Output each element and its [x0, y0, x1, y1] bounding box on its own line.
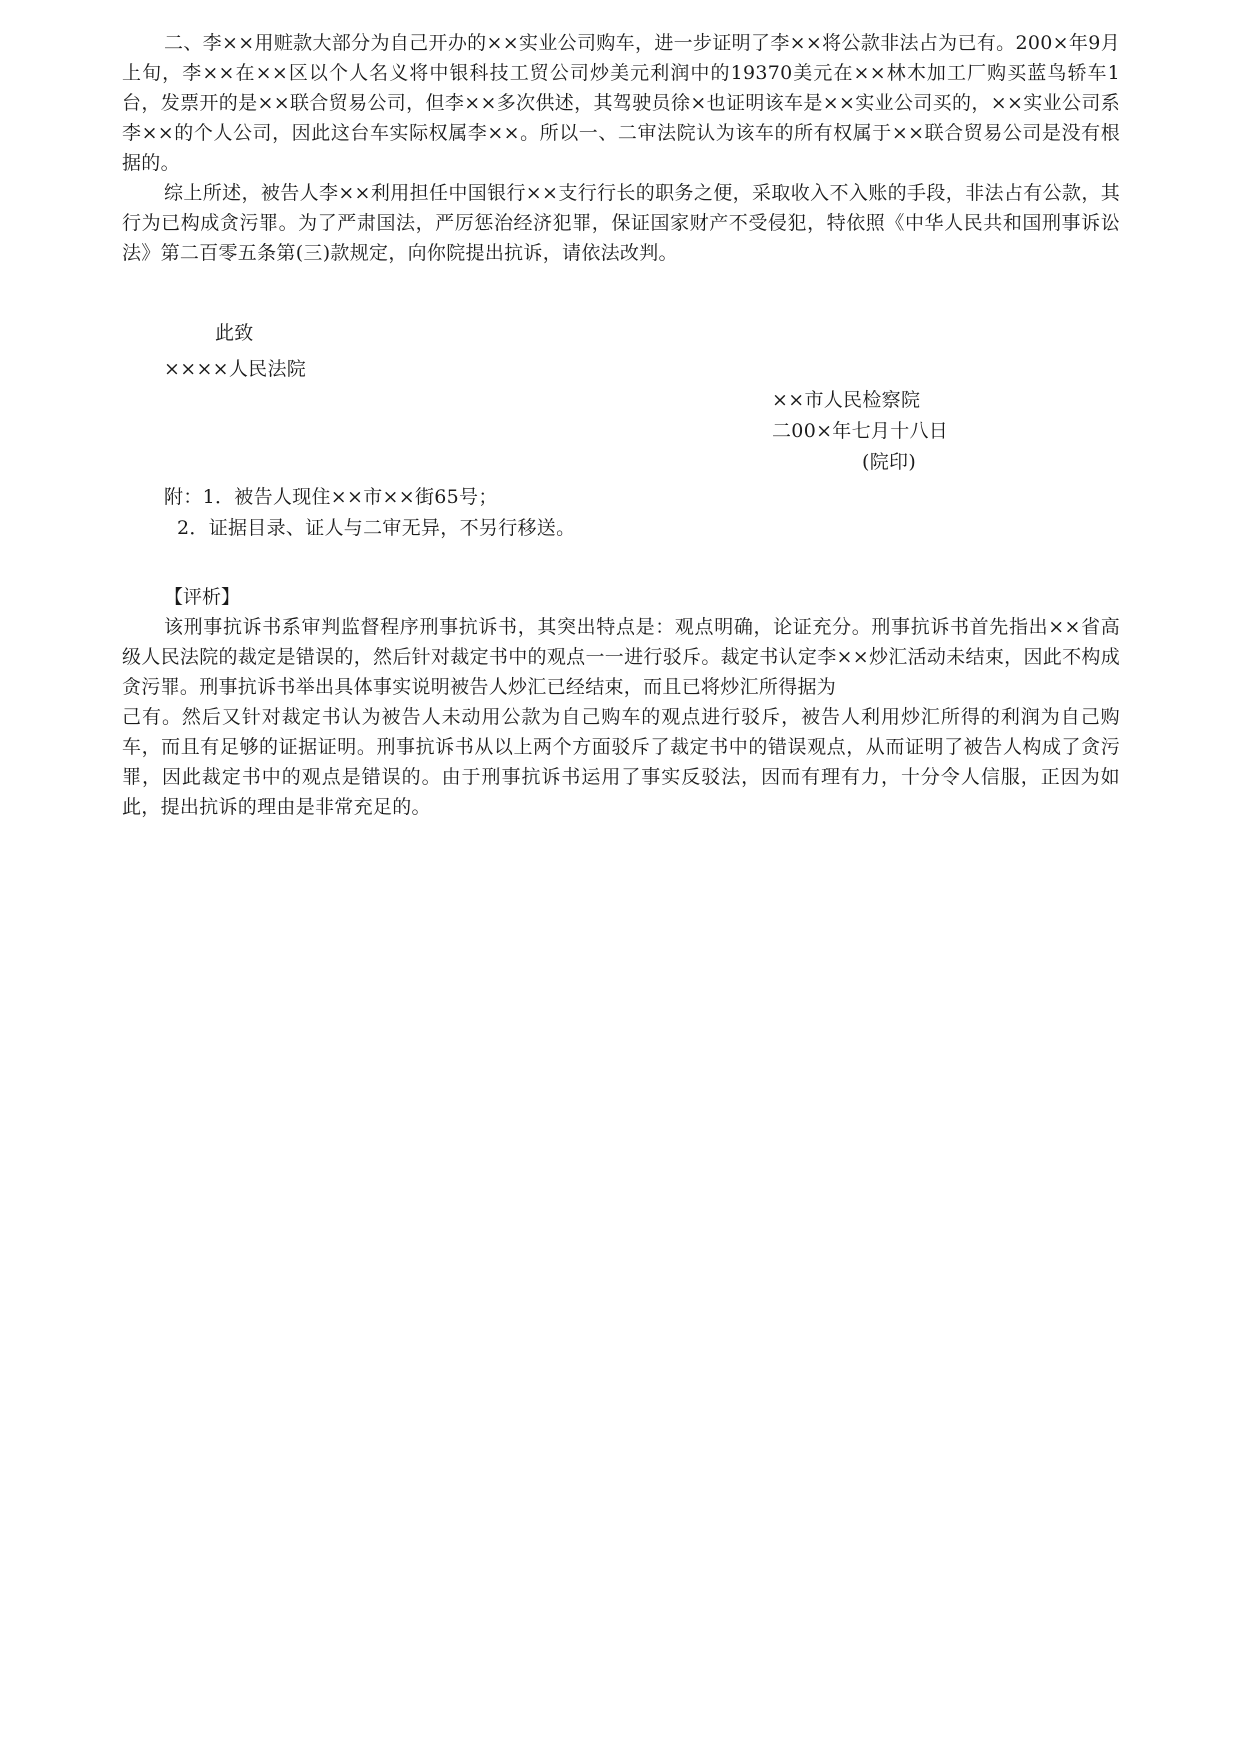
- analysis-paragraph-2: 己有。然后又针对裁定书认为被告人未动用公款为自己购车的观点进行驳斥，被告人利用炒汇所得的利润为自己购车，而且有足够的证据证明。刑事抗诉书从以上两个方面驳斥了裁定书中的错误观点，从而证明了被告人构成了贪污罪，因此裁定书中的观点是错误的。由于刑事抗诉书运用了事实反驳法，因而有理有力，十分令人信服，正因为如此，提出抗诉的理由是非常充足的。: [122, 706, 1120, 818]
- body-text: [122, 28, 1120, 268]
- closing-recipient: ××××人民法院: [164, 358, 307, 380]
- attachment-item-2: 2．证据目录、证人与二审无异，不另行移送。: [177, 517, 576, 539]
- analysis-text: [122, 612, 1120, 822]
- signature-date: 二00×年七月十八日: [772, 420, 949, 442]
- body-paragraph-2: 二、李××用赃款大部分为自己开办的××实业公司购车，进一步证明了李××将公款非法占为已有。200×年9月上旬，李××在××区以个人名义将中银科技工贸公司炒美元利润中的19370美元在××林木加工厂购买蓝鸟轿车1台，发票开的是××联合贸易公司，但李××多次供述，其驾驶员徐×也证明该车是××实业公司买的，××实业公司系李××的个人公司，因此这台车实际权属李××。所以一、二审法院认为该车的所有权属于××联合贸易公司是没有根据的。: [122, 32, 1120, 174]
- signature-organization: ××市人民检察院: [772, 389, 921, 411]
- closing-salutation: 此致: [215, 322, 254, 344]
- analysis-paragraph-1: 该刑事抗诉书系审判监督程序刑事抗诉书，其突出特点是：观点明确，论证充分。刑事抗诉书首先指出××省高级人民法院的裁定是错误的，然后针对裁定书中的观点一一进行驳斥。裁定书认定李××炒汇活动未结束，因此不构成贪污罪。刑事抗诉书举出具体事实说明被告人炒汇已经结束，而且已将炒汇所得据为: [122, 616, 1120, 698]
- analysis-heading: 【评析】: [164, 586, 241, 608]
- attachment-item-1: 附：1．被告人现住××市××街65号；: [164, 486, 498, 508]
- signature-seal: (院印): [862, 451, 917, 473]
- body-paragraph-conclusion: 综上所述，被告人李××利用担任中国银行××支行行长的职务之便，采取收入不入账的手段，非法占有公款，其行为已构成贪污罪。为了严肃国法，严厉惩治经济犯罪，保证国家财产不受侵犯，特依照《中华人民共和国刑事诉讼法》第二百零五条第(三)款规定，向你院提出抗诉，请依法改判。: [122, 182, 1120, 264]
